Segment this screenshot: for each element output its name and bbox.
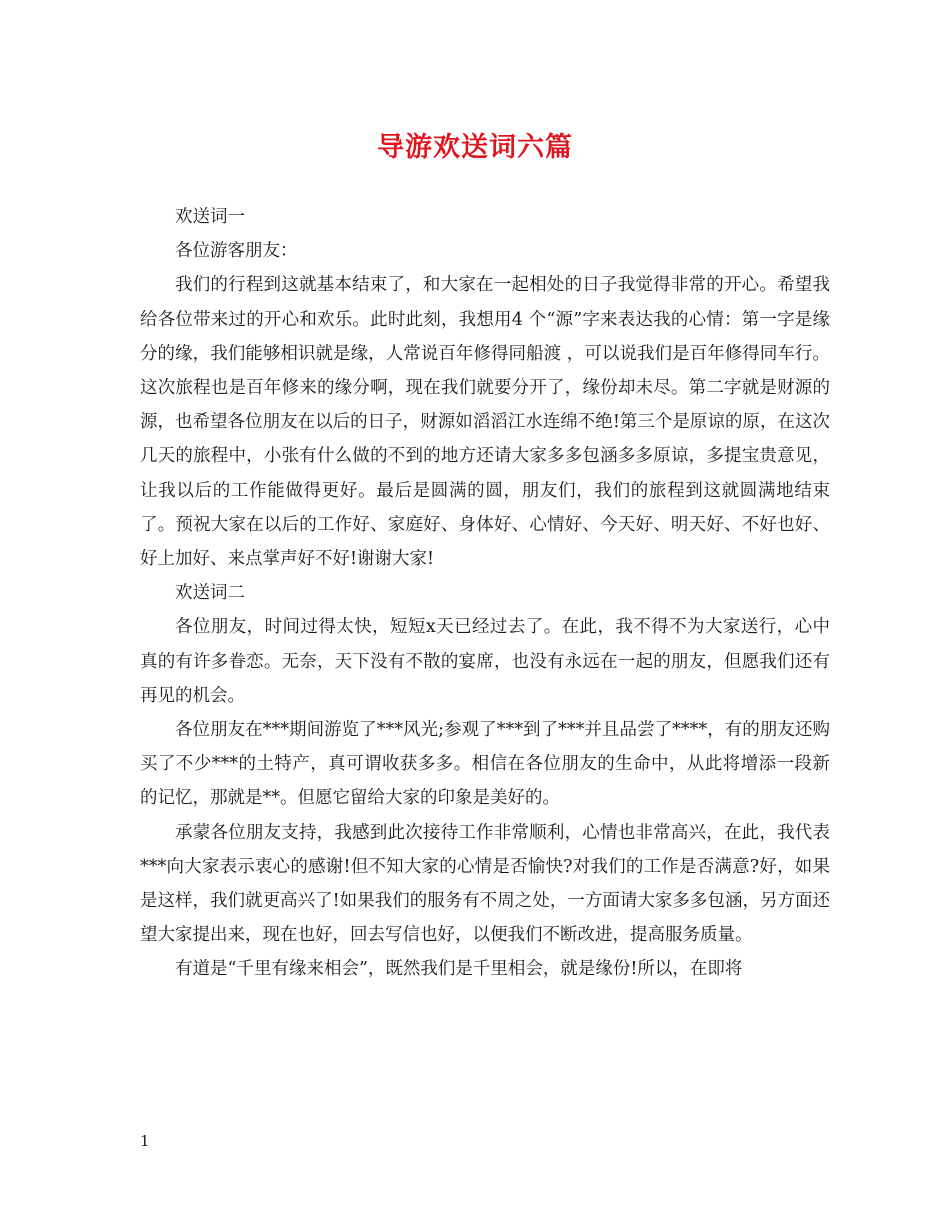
- paragraph: 承蒙各位朋友支持，我感到此次接待工作非常顺利，心情也非常高兴，在此，我代表***向大家表示衷心的感谢!但不知大家的心情是否愉快?对我们的工作是否满意?好，如果是这样，我们就更高兴了!如果我们的服务有不周之处，一方面请大家多多包涵，另方面还望大家提出来，现在也好，回去写信也好，以便我们不断改进，提高服务质量。: [140, 822, 830, 946]
- paragraph: 我们的行程到这就基本结束了，和大家在一起相处的日子我觉得非常的开心。希望我给各位带来过的开心和欢乐。此时此刻，我想用4 个“源”字来表达我的心情：第一字是缘分的缘，我们能够相识就是缘，人常说百年修得同船渡 ，可以说我们是百年修得同车行。这次旅程也是百年修来的缘分啊，现在我们就要分开了，缘份却未尽。第二字就是财源的源，也希望各位朋友在以后的日子，财源如滔滔江水连绵不绝!第三个是原谅的原，在这次几天的旅程中，小张有什么做的不到的地方还请大家多多包涵多多原谅，多提宝贵意见，让我以后的工作能做得更好。最后是圆满的圆，朋友们，我们的旅程到这就圆满地结束了。预祝大家在以后的工作好、家庭好、身体好、心情好、今天好、明天好、不好也好、好上加好、来点掌声好不好!谢谢大家!: [140, 275, 830, 570]
- paragraph: 各位朋友在***期间游览了***风光;参观了***到了***并且品尝了****，有的朋友还购买了不少***的土特产，真可谓收获多多。相信在各位朋友的生命中，从此将增添一段新的记忆，那就是**。但愿它留给大家的印象是美好的。: [140, 720, 830, 809]
- document-body: [140, 200, 830, 987]
- paragraph: 有道是“千里有缘来相会”，既然我们是千里相会，就是缘份!所以，在即将: [175, 959, 743, 980]
- document-title: 导游欢送词六篇: [377, 132, 573, 163]
- section-heading: 欢送词二: [175, 583, 245, 604]
- salutation: 各位游客朋友：: [175, 241, 298, 262]
- paragraph: 各位朋友，时间过得太快，短短x天已经过去了。在此，我不得不为大家送行，心中真的有许多眷恋。无奈，天下没有不散的宴席，也没有永远在一起的朋友，但愿我们还有再见的机会。: [140, 617, 830, 706]
- page-number: 1: [140, 1132, 150, 1150]
- section-heading: 欢送词一: [175, 207, 245, 227]
